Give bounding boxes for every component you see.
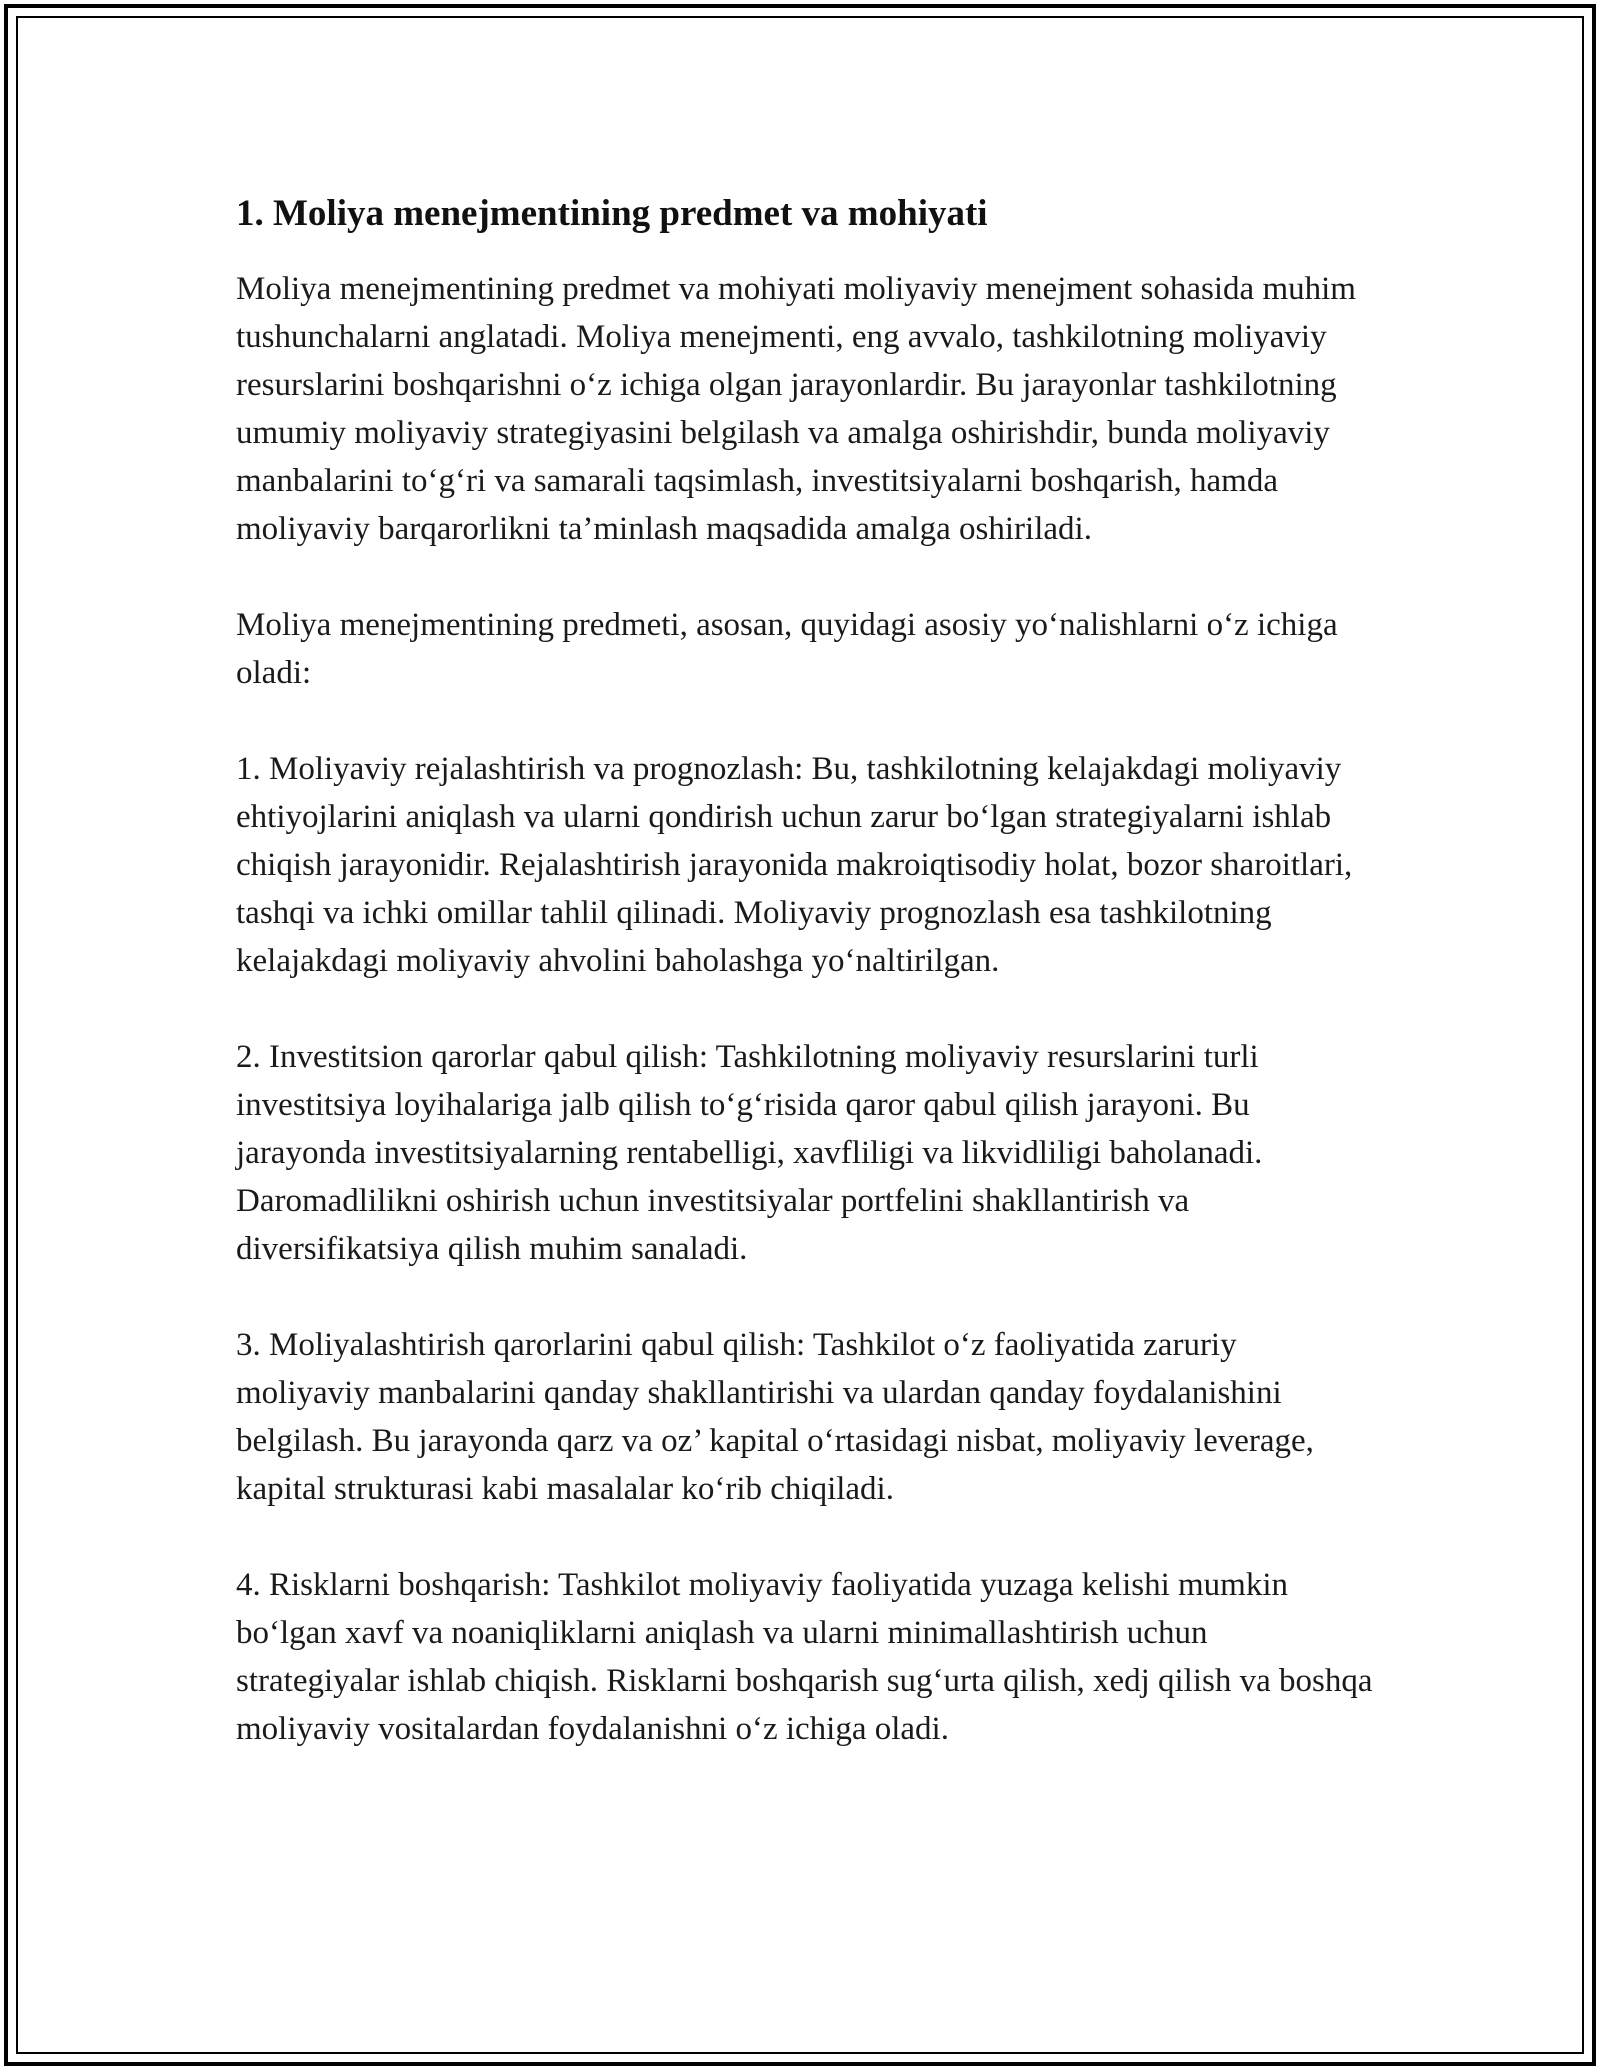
list-item-risk-management: 4. Risklarni boshqarish: Tashkilot moliyaviy faoliyatida yuzaga kelishi mumkin bo‘lgan xavf va noaniqliklarni aniqlash va ularni minimallashtirish uchun strategiyalar ishlab chiqish. Risklarni boshqarish sug‘urta qilish, xedj qilish va boshqa moliyaviy vositalardan foydalanishni o‘z ichiga oladi. [236,1567,1373,1747]
document-body [236,190,1376,1753]
intro-paragraph: Moliya menejmentining predmet va mohiyati moliyaviy menejment sohasida muhim tushunchalarni anglatadi. Moliya menejmenti, eng avvalo, tashkilotning moliyaviy resurslarini boshqarishni o‘z ichiga olgan jarayonlardir. Bu jarayonlar tashkilotning umumiy moliyaviy strategiyasini belgilash va amalga oshirishdir, bunda moliyaviy manbalarini to‘g‘ri va samarali taqsimlash, investitsiyalarni boshqarish, hamda moliyaviy barqarorlikni ta’minlash maqsadida amalga oshiriladi. [236,271,1356,547]
list-item-investment-decisions: 2. Investitsion qarorlar qabul qilish: Tashkilotning moliyaviy resurslarini turli investitsiya loyihalariga jalb qilish to‘g‘risida qaror qabul qilish jarayoni. Bu jarayonda investitsiyalarning rentabelligi, xavfliligi va likvidliligi baholanadi. Daromadlilikni oshirish uchun investitsiyalar portfelini shakllantirish va diversifikatsiya qilish muhim sanaladi. [236,1039,1263,1267]
list-item-financing-decisions: 3. Moliyalashtirish qarorlarini qabul qilish: Tashkilot o‘z faoliyatida zaruriy moliyaviy manbalarini qanday shakllantirishi va ulardan qanday foydalanishini belgilash. Bu jarayonda qarz va oz’ kapital o‘rtasidagi nisbat, moliyaviy leverage, kapital strukturasi kabi masalalar ko‘rib chiqiladi. [236,1327,1314,1507]
list-item-financial-planning: 1. Moliyaviy rejalashtirish va prognozlash: Bu, tashkilotning kelajakdagi moliyaviy ehtiyojlarini aniqlash va ularni qondirish uchun zarur bo‘lgan strategiyalarni ishlab chiqish jarayonidir. Rejalashtirish jarayonida makroiqtisodiy holat, bozor sharoitlari, tashqi va ichki omillar tahlil qilinadi. Moliyaviy prognozlash esa tashkilotning kelajakdagi moliyaviy ahvolini baholashga yo‘naltirilgan. [236,751,1353,979]
section-heading: 1. Moliya menejmentining predmet va mohiyati [236,193,988,234]
subject-intro-paragraph: Moliya menejmentining predmeti, asosan, quyidagi asosiy yo‘nalishlarni o‘z ichiga oladi: [236,607,1338,691]
